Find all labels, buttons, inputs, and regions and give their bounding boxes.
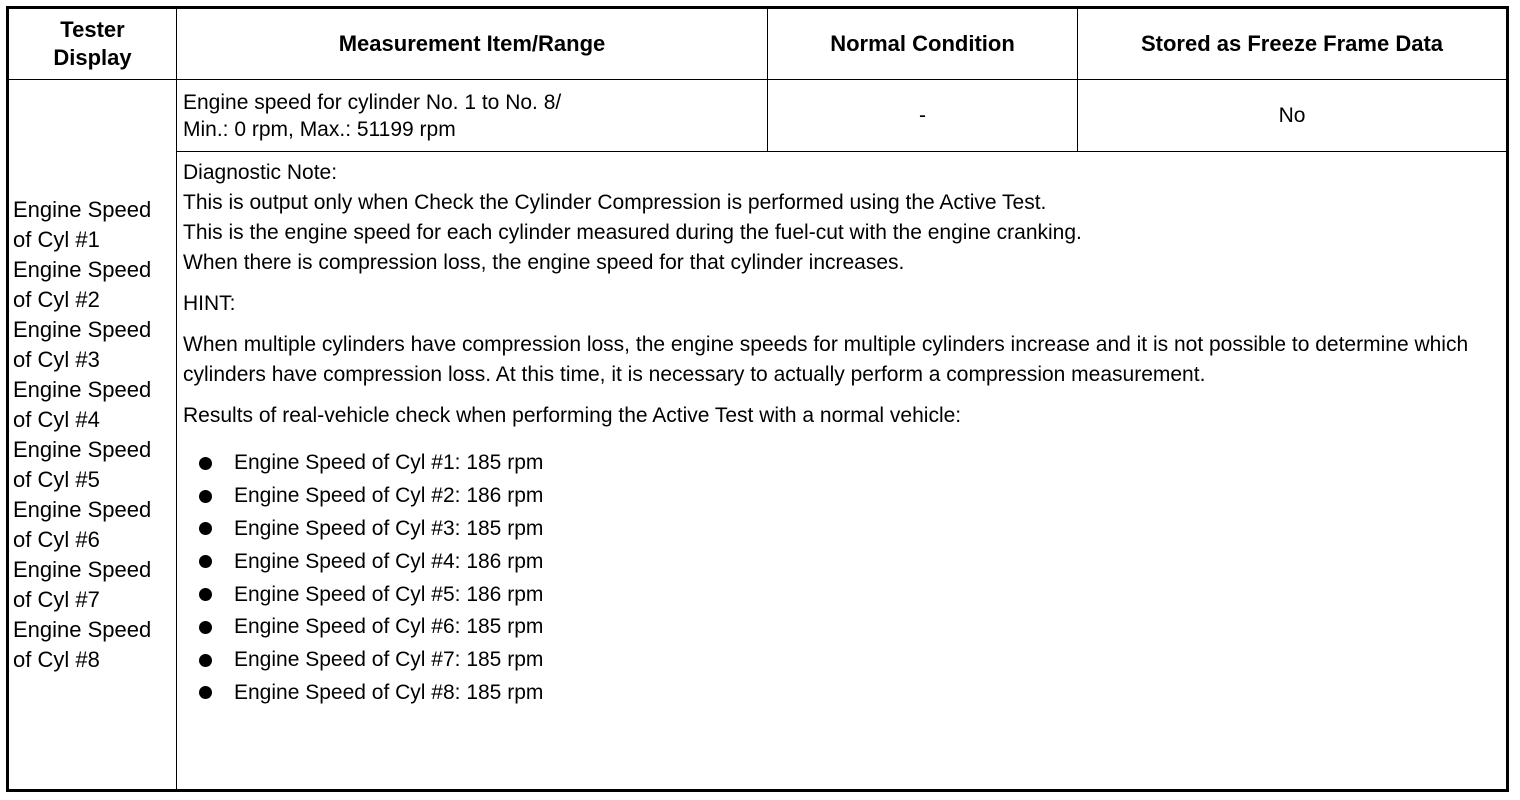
result-text: Engine Speed of Cyl #4: 186 rpm: [234, 549, 544, 573]
value-row: [8, 80, 1508, 152]
result-text: Engine Speed of Cyl #3: 185 rpm: [234, 516, 544, 540]
tester-display-line: of Cyl #2: [13, 286, 100, 312]
bullet-icon: [199, 621, 212, 634]
tester-display-line: of Cyl #4: [13, 406, 100, 432]
result-text: Engine Speed of Cyl #6: 185 rpm: [234, 615, 544, 639]
tester-display-line: Engine Speed: [13, 496, 152, 522]
list-item: [183, 545, 1500, 578]
list-item: [183, 677, 1500, 710]
note-line: This is output only when Check the Cylinder Compression is performed using the Active Test.: [183, 191, 1047, 214]
tester-display-line: Engine Speed: [13, 616, 152, 642]
bullet-icon: [199, 588, 212, 601]
list-item: [183, 611, 1500, 644]
result-text: Engine Speed of Cyl #7: 185 rpm: [234, 648, 544, 672]
note-line: This is the engine speed for each cylinder measured during the fuel-cut with the engine cranking.: [183, 221, 1082, 244]
tester-display-line: of Cyl #7: [13, 586, 100, 612]
tester-display-line: of Cyl #8: [13, 646, 100, 672]
bullet-icon: [199, 555, 212, 568]
tester-display-line: Engine Speed: [13, 436, 152, 462]
bullet-icon: [199, 522, 212, 535]
result-text: Engine Speed of Cyl #5: 186 rpm: [234, 582, 544, 606]
tester-display-line: Engine Speed: [13, 376, 152, 402]
list-item: [183, 578, 1500, 611]
result-text: Engine Speed of Cyl #1: 185 rpm: [234, 451, 544, 475]
hint-label: HINT:: [183, 292, 236, 315]
tester-display-line: Engine Speed: [13, 316, 152, 342]
tester-display-line: Engine Speed: [13, 556, 152, 582]
tester-display-line: of Cyl #1: [13, 226, 100, 252]
freeze-frame-cell: No: [1078, 80, 1508, 152]
result-text: Engine Speed of Cyl #2: 186 rpm: [234, 484, 544, 508]
bullet-icon: [199, 686, 212, 699]
header-row: [8, 8, 1508, 80]
normal-condition-cell: -: [768, 80, 1078, 152]
header-freeze-frame: Stored as Freeze Frame Data: [1078, 8, 1508, 80]
results-list: [183, 447, 1500, 709]
list-item: [183, 513, 1500, 546]
diagnostic-note-cell: [177, 152, 1508, 791]
data-list-table: [6, 6, 1509, 792]
bullet-icon: [199, 654, 212, 667]
tester-display-line: of Cyl #6: [13, 526, 100, 552]
list-item: [183, 447, 1500, 480]
result-text: Engine Speed of Cyl #8: 185 rpm: [234, 680, 544, 704]
tester-display-line: Engine Speed: [13, 196, 152, 222]
tester-display-line: Engine Speed: [13, 256, 152, 282]
note-line: When there is compression loss, the engine speed for that cylinder increases.: [183, 251, 905, 274]
list-item: [183, 644, 1500, 677]
hint-text: When multiple cylinders have compression loss, the engine speeds for multiple cylinders increase and it is not possible to determine which cylinders have compression loss. At this time, it is necessary to actually perform a compression measurement.: [183, 333, 1469, 386]
tester-display-list: [13, 195, 172, 675]
measurement-range-line2: Min.: 0 rpm, Max.: 51199 rpm: [183, 117, 456, 141]
tester-display-cell: [8, 80, 177, 791]
results-intro: Results of real-vehicle check when performing the Active Test with a normal vehicle:: [183, 404, 962, 427]
note-title: Diagnostic Note:: [183, 161, 338, 184]
measurement-range-line1: Engine speed for cylinder No. 1 to No. 8/: [183, 90, 562, 114]
tester-display-line: of Cyl #5: [13, 466, 100, 492]
note-row: [8, 152, 1508, 791]
list-item: [183, 480, 1500, 513]
header-tester-display: Tester Display: [8, 8, 177, 80]
header-measurement-item: Measurement Item/Range: [177, 8, 768, 80]
tester-display-line: of Cyl #3: [13, 346, 100, 372]
bullet-icon: [199, 490, 212, 503]
bullet-icon: [199, 457, 212, 470]
measurement-range-cell: [177, 80, 768, 152]
header-normal-condition: Normal Condition: [768, 8, 1078, 80]
